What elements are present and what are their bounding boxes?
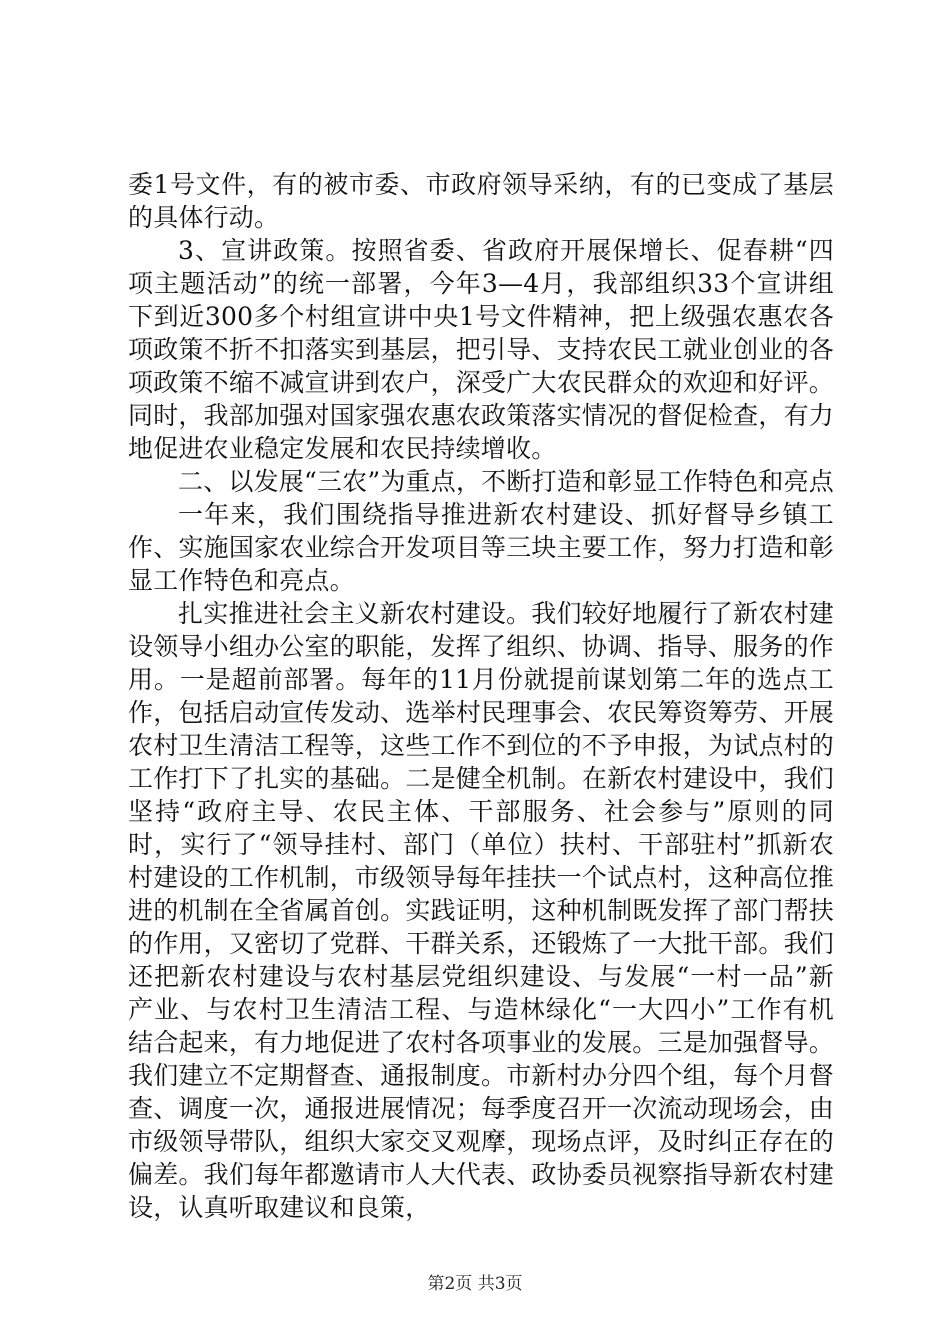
section-heading: 二、以发展“三农”为重点，不断打造和彰显工作特色和亮点 xyxy=(178,467,834,496)
paragraph-propaganda-policy: 3、宣讲政策。按照省委、省政府开展保增长、促春耕“四项主题活动”的统一部署，今年3—4月，我部组织33个宣讲组下到近300多个村组宣讲中央1号文件精神，把上级强农惠农各项政策不折不扣落实到基层，把引导、支持农民工就业创业的各项政策不缩不减宣讲到农户，深受广大农民群众的欢迎和好评。同时，我部加强对国家强农惠农政策落实情况的督促检查，有力地促进农业稳定发展和农民持续增收。 xyxy=(128,236,834,463)
paragraph-new-countryside: 扎实推进社会主义新农村建设。我们较好地履行了新农村建设领导小组办公室的职能，发挥了组织、协调、指导、服务的作用。一是超前部署。每年的11月份就提前谋划第二年的选点工作，包括启动宣传发动、选举村民理事会、农民筹资筹劳、开展农村卫生清洁工程等，这些工作不到位的不予申报，为试点村的工作打下了扎实的基础。二是健全机制。在新农村建设中，我们坚持“政府主导、农民主体、干部服务、社会参与”原则的同时，实行了“领导挂村、部门（单位）扶村、干部驻村”抓新农村建设的工作机制，市级领导每年挂扶一个试点村，这种高位推进的机制在全省属首创。实践证明，这种机制既发挥了部门帮扶的作用，又密切了党群、干群关系，还锻炼了一大批干部。我们还把新农村建设与农村基层党组织建设、与发展“一村一品”新产业、与农村卫生清洁工程、与造林绿化“一大四小”工作有机结合起来，有力地促进了农村各项事业的发展。三是加强督导。我们建立不定期督查、通报制度。市新村办分四个组，每个月督查、调度一次，通报进展情况；每季度召开一次流动现场会，由市级领导带队，组织大家交叉观摩，现场点评，及时纠正存在的偏差。我们每年都邀请市人大代表、政协委员视察指导新农村建设，认真听取建议和良策， xyxy=(128,599,834,1222)
paragraph-overview: 一年来，我们围绕指导推进新农村建设、抓好督导乡镇工作、实施国家农业综合开发项目等三块主要工作，努力打造和彰显工作特色和亮点。 xyxy=(128,500,834,595)
page-number-footer: 第2页 共3页 xyxy=(427,1274,523,1294)
document-body xyxy=(128,168,834,1224)
paragraph-continuation: 委1号文件，有的被市委、市政府领导采纳，有的已变成了基层的具体行动。 xyxy=(128,170,834,232)
